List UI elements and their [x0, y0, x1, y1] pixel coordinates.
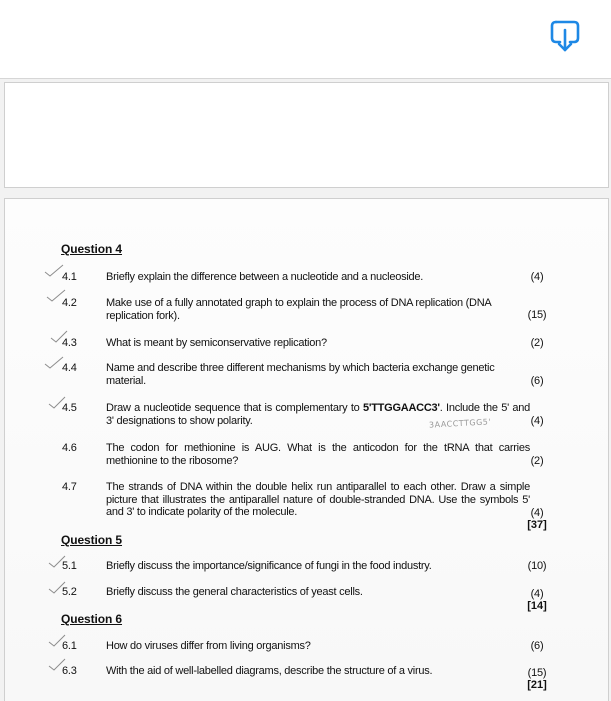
question-number: 6.3: [62, 665, 77, 677]
question-text: With the aid of well-labelled diagrams, describe the structure of a virus.: [106, 665, 433, 677]
tick-mark-icon: [43, 263, 65, 279]
question-text-part: . Include the 5' and 3' designations to show polarity.: [106, 402, 530, 427]
question-total: [37]: [527, 519, 547, 531]
question-text: Name and describe three different mechanisms by which bacteria exchange genetic material.: [106, 362, 495, 387]
tick-mark-icon: [49, 329, 69, 345]
question-number: 4.3: [62, 337, 77, 349]
tick-mark-icon: [47, 395, 67, 411]
tick-mark-icon: [47, 657, 67, 673]
question-number: 4.2: [62, 297, 77, 309]
question-text-part: Draw a nucleotide sequence that is complementary to: [106, 402, 360, 414]
question-text: Briefly explain the difference between a nucleotide and a nucleoside.: [106, 271, 424, 283]
question-number: 4.6: [62, 442, 77, 454]
tick-mark-icon: [47, 580, 67, 596]
question-number: 4.4: [62, 362, 77, 374]
question-number: 4.1: [62, 271, 77, 283]
question-number: 5.2: [62, 586, 77, 598]
question-text: Briefly discuss the general characteristics of yeast cells.: [106, 586, 363, 598]
scanned-page: [5, 199, 608, 701]
question-marks: (2): [530, 337, 544, 349]
download-button[interactable]: [548, 18, 582, 54]
tick-mark-icon: [47, 554, 67, 570]
document-page-1: [4, 82, 609, 188]
question-4-heading: Question 4: [61, 242, 123, 256]
question-number: 4.7: [62, 481, 77, 493]
question-marks: (4): [530, 415, 544, 427]
question-marks: (10): [527, 560, 547, 572]
question-total: [21]: [527, 679, 547, 691]
question-text: How do viruses differ from living organisms?: [106, 640, 311, 652]
question-text: Briefly discuss the importance/significance of fungi in the food industry.: [106, 560, 432, 572]
question-text: Make use of a fully annotated graph to explain the process of DNA replication (DNA replication fork).: [106, 297, 491, 322]
question-marks: (4): [530, 507, 544, 519]
question-number: 5.1: [62, 560, 77, 572]
question-6-heading: Question 6: [61, 612, 123, 626]
tick-mark-icon: [45, 288, 67, 304]
question-text: The strands of DNA within the double helix run antiparallel to each other. Draw a simple picture that illustrates the antiparallel nature of double-stranded DNA. Use the symbols 5' and 3' to indicate polarity of the molecule.: [106, 481, 530, 518]
question-marks: (15): [527, 667, 547, 679]
question-marks: (15): [527, 309, 547, 321]
question-text: The codon for methionine is AUG. What is the anticodon for the tRNA that carries methionine to the ribosome?: [106, 442, 530, 467]
document-page-2: [4, 198, 609, 701]
question-5-heading: Question 5: [61, 533, 123, 547]
question-text: What is meant by semiconservative replication?: [106, 337, 327, 349]
download-icon: [548, 18, 582, 54]
question-marks: (4): [530, 588, 544, 600]
question-number: 6.1: [62, 640, 77, 652]
dna-sequence: 5'TTGGAACC3': [362, 402, 440, 414]
question-marks: (2): [530, 455, 544, 467]
question-marks: (6): [530, 640, 544, 652]
question-marks: (6): [530, 375, 544, 387]
question-number: 4.5: [62, 402, 77, 414]
tick-mark-icon: [43, 355, 65, 371]
handwritten-sequence: 3AACCTTGG5': [428, 417, 492, 430]
tick-mark-icon: [47, 633, 67, 649]
question-marks: (4): [530, 271, 544, 283]
viewer-toolbar: [0, 0, 611, 79]
question-total: [14]: [527, 600, 547, 612]
